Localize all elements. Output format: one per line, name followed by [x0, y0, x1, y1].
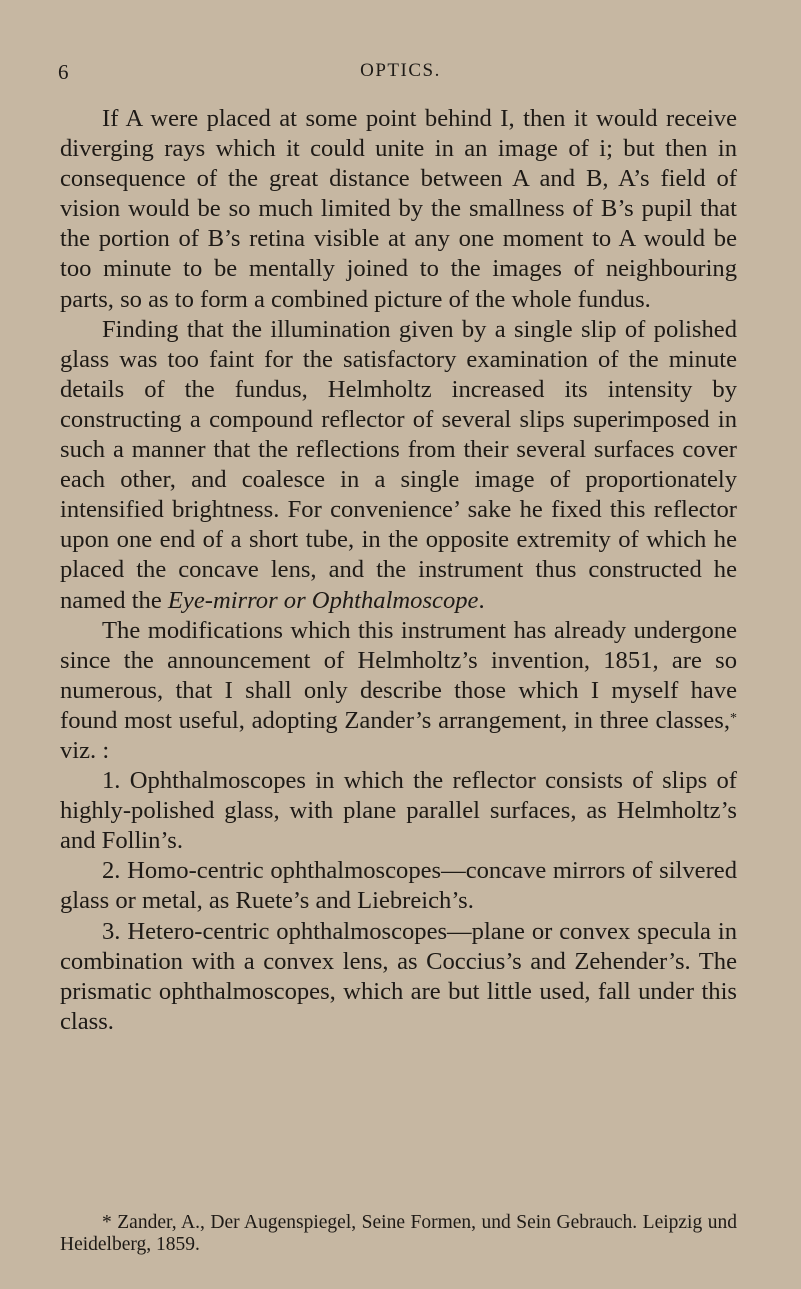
list-item-3: 3. Hetero-centric ophthalmoscopes—plane or convex specula in combination with a convex lens, as Coccius’s and Zehender’s. The prismatic ophthalmoscopes, which are but little used, fall under this class.	[60, 917, 737, 1035]
footnote-text: Zander, A., Der Augenspiegel, Seine Formen, und Sein Gebrauch. Leipzig und Heidelberg, 1859.	[60, 1212, 737, 1255]
paragraph-3	[60, 616, 737, 766]
viz-text: viz. :	[60, 736, 110, 764]
paragraph-1: If A were placed at some point behind I, then it would receive diverging rays which it could unite in an image of i; but then in consequence of the great distance between A and B, A’s field of vision would be so much limited by the smallness of B’s pupil that the portion of B’s retina visible at any one moment to A would be too minute to be mentally joined to the images of neighbouring parts, so as to form a combined picture of the whole fundus.	[60, 105, 737, 313]
list-item-1: 1. Ophthalmoscopes in which the reflector consists of slips of highly-polished glass, with plane parallel surfaces, as Helmholtz’s and Follin’s.	[60, 767, 737, 855]
paragraph-2	[60, 315, 737, 616]
paragraph-2-text: Finding that the illumination given by a single slip of polished glass was too faint for the satisfactory examination of the minute details of the fundus, Helmholtz increased its intensity by constructing a compound reflector of several slips superimposed in such a manner that the reflections from their several surfaces cover each other, and coalesce in a single image of proportionately intensified brightness. For convenience’ sake he fixed this reflector upon one end of a short tube, in the opposite extremity of which he placed the concave lens, and the instrument thus constructed he named the	[60, 315, 737, 614]
footnote-paragraph	[60, 1212, 737, 1256]
footnote	[60, 1212, 737, 1256]
running-head: OPTICS.	[360, 60, 441, 81]
paragraph-3-text: The modifications which this instrument has already undergone since the announcement of Helmholtz’s invention, 1851, are so numerous, that I shall only describe those which I myself have found most useful, adopting Zander’s arrangement, in three classes,	[60, 616, 737, 734]
italic-term-eye-mirror: Eye-mirror or Ophthalmoscope	[167, 586, 479, 614]
footnote-star: *	[102, 1212, 112, 1233]
page-number: 6	[58, 60, 70, 84]
body-text	[60, 104, 737, 1037]
list-item-2: 2. Homo-centric ophthalmoscopes—concave mirrors of silvered glass or metal, as Ruete’s and Liebreich’s.	[60, 857, 737, 915]
italic-term-period: .	[478, 586, 485, 614]
footnote-marker: *	[730, 710, 737, 726]
